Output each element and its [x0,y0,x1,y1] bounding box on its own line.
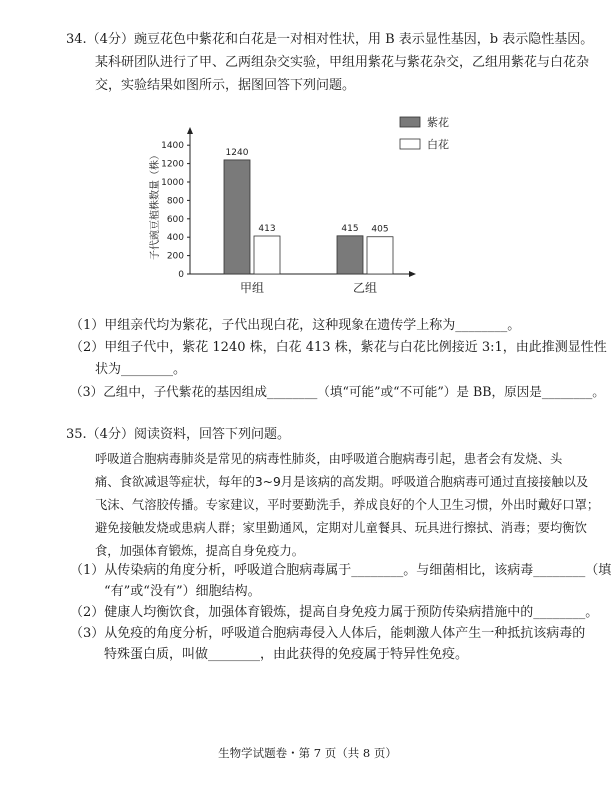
y-tick-label: 800 [166,196,184,207]
y-tick-label: 1000 [161,178,184,188]
bar-data-label: 413 [258,224,276,235]
q34-sub-2b: 状为________。 [95,362,187,377]
legend-swatch-1 [400,139,420,149]
q35-head: 35.（4分）阅读资料，回答下列问题。 [66,427,290,442]
q35-sub-3b: 特殊蛋白质，叫做________，由此获得的免疫属于特异性免疫。 [104,647,469,662]
q34-sub-2a: （2）甲组子代中，紫花 1240 株，白花 413 株，紫花与白花比例接近 3:1，由此推测显性性 [70,340,607,355]
q35-sub-3a: （3）从免疫的角度分析，呼吸道合胞病毒侵入人体后，能刺激人体产生一种抵抗该病毒的 [70,626,586,641]
bar-white-1 [367,237,393,274]
q35-sub-2: （2）健康人均衡饮食，加强体育锻炼，提高自身免疫力属于预防传染病措施中的________。 [70,605,599,620]
x-category-label: 乙组 [352,281,378,295]
bar-white-0 [254,236,280,274]
legend-label-0: 紫花 [427,116,449,129]
bar-purple-1 [337,236,363,274]
bar-data-label: 415 [341,223,359,234]
y-axis-arrow [187,127,193,134]
q34-line-3: 交，实验结果如图所示，据图回答下列问题。 [95,78,356,93]
y-tick-label: 1400 [161,141,184,152]
y-tick-label: 400 [166,233,184,244]
x-axis-arrow [409,271,416,277]
page-footer: 生物学试题卷・第 7 页（共 8 页） [218,746,397,760]
legend-swatch-0 [400,117,420,127]
bar-data-label: 405 [371,224,389,235]
y-tick-label: 600 [166,214,184,225]
q34-line-1: 34.（4分）豌豆花色中紫花和白花是一对相对性状，用 B 表示显性基因，b 表示隐性基因。 [66,32,594,47]
q35-passage-3: 飞沫、气溶胶传播。专家建议，平时要勤洗手，养成良好的个人卫生习惯，外出时戴好口罩； [95,498,600,512]
y-tick-label: 0 [178,270,184,280]
q35-passage-4: 避免接触发烧或患病人群；家里勤通风，定期对儿童餐具、玩具进行擦拭、消毒；要均衡饮 [95,521,587,535]
y-tick-label: 1200 [161,159,184,170]
q35-sub-1a: （1）从传染病的角度分析，呼吸道合胞病毒属于________。与细菌相比，该病毒________（填 [70,563,612,578]
q34-sub-1: （1）甲组亲代均为紫花，子代出现白花，这种现象在遗传学上称为________。 [70,318,521,333]
q34-line-2: 某科研团队进行了甲、乙两组杂交实验，甲组用紫花与紫花杂交，乙组用紫花与白花杂 [95,55,590,70]
q35-sub-1b: “有”或“没有”）细胞结构。 [104,584,261,599]
q35-passage-1: 呼吸道合胞病毒肺炎是常见的病毒性肺炎，由呼吸道合胞病毒引起，患者会有发烧、头 [95,452,563,466]
bar-data-label: 1240 [225,147,249,158]
bar-purple-0 [224,160,250,274]
bar-chart [140,108,460,298]
q34-sub-3: （3）乙组中，子代紫花的基因组成________（填“可能”或“不可能”）是 BB，原因是________。 [70,384,605,399]
q35-passage-2: 痛、食欲减退等症状，每年的3~9月是该病的高发期。呼吸道合胞病毒可通过直接接触以及 [95,475,589,489]
x-category-label: 甲组 [239,281,265,295]
y-tick-label: 200 [166,251,184,262]
legend-label-1: 白花 [427,138,449,151]
q35-passage-5: 食，加强体育锻炼，提高自身免疫力。 [95,544,305,558]
y-axis-label: 子代豌豆植株数量（株） [150,150,161,260]
